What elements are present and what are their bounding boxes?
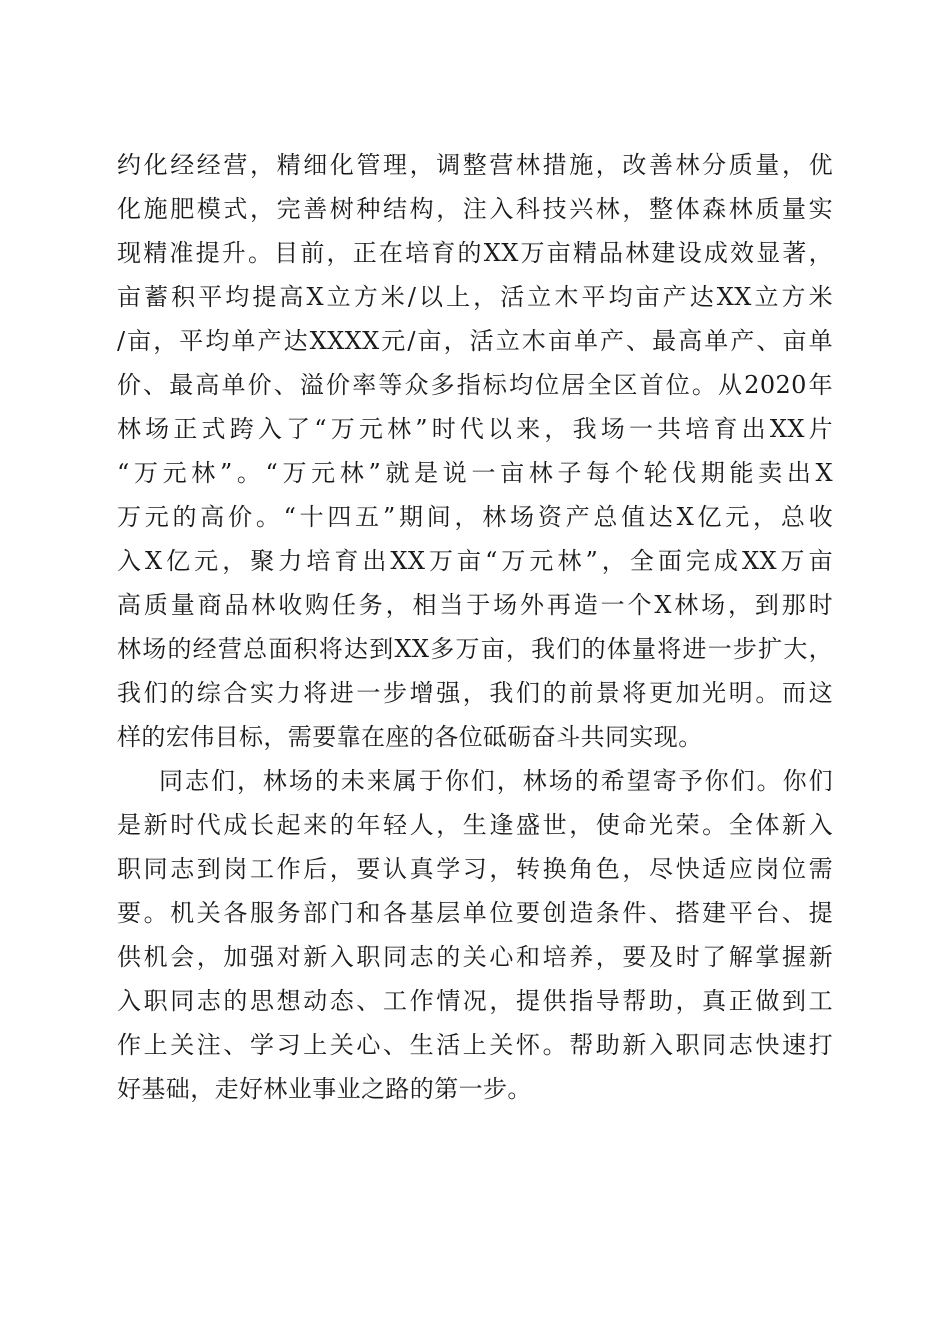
text-line: 是新时代成长起来的年轻人，生逢盛世，使命光荣。全体新入 bbox=[117, 811, 833, 839]
text-line: 作上关注、学习上关心、生活上关怀。帮助新入职同志快速打 bbox=[117, 1031, 833, 1059]
text-line: /亩，平均单产达XXXX元/亩，活立木亩单产、最高单产、亩单 bbox=[117, 327, 833, 355]
text-line: 样的宏伟目标，需要靠在座的各位砥砺奋斗共同实现。 bbox=[117, 723, 703, 751]
text-line: 入职同志的思想动态、工作情况，提供指导帮助，真正做到工 bbox=[117, 987, 833, 1015]
document-body bbox=[117, 143, 833, 1111]
text-line: 现精准提升。目前，正在培育的XX万亩精品林建设成效显著， bbox=[117, 239, 833, 267]
text-line: 要。机关各服务部门和各基层单位要创造条件、搭建平台、提 bbox=[117, 899, 833, 927]
text-line: 化施肥模式，完善树种结构，注入科技兴林，整体森林质量实 bbox=[117, 195, 833, 223]
text-line: “万元林”。“万元林”就是说一亩林子每个轮伐期能卖出X bbox=[117, 459, 833, 487]
text-line: 万元的高价。“十四五”期间，林场资产总值达X亿元，总收 bbox=[117, 503, 833, 531]
text-line: 职同志到岗工作后，要认真学习，转换角色，尽快适应岗位需 bbox=[117, 855, 833, 883]
paragraph-2 bbox=[117, 759, 833, 1111]
text-line: 林场正式跨入了“万元林”时代以来，我场一共培育出XX片 bbox=[117, 415, 833, 443]
text-line: 亩蓄积平均提高X立方米/以上，活立木平均亩产达XX立方米 bbox=[117, 283, 833, 311]
text-line: 供机会，加强对新入职同志的关心和培养，要及时了解掌握新 bbox=[117, 943, 833, 971]
text-line: 林场的经营总面积将达到XX多万亩，我们的体量将进一步扩大， bbox=[117, 635, 833, 663]
text-line: 好基础，走好林业事业之路的第一步。 bbox=[117, 1075, 532, 1103]
text-line: 入X亿元，聚力培育出XX万亩“万元林”，全面完成XX万亩 bbox=[117, 547, 833, 575]
text-line: 高质量商品林收购任务，相当于场外再造一个X林场，到那时 bbox=[117, 591, 833, 619]
text-line: 约化经经营，精细化管理，调整营林措施，改善林分质量，优 bbox=[117, 151, 833, 179]
text-line: 我们的综合实力将进一步增强，我们的前景将更加光明。而这 bbox=[117, 679, 833, 707]
text-line: 同志们，林场的未来属于你们，林场的希望寄予你们。你们 bbox=[159, 767, 833, 795]
paragraph-1 bbox=[117, 143, 833, 759]
text-line: 价、最高单价、溢价率等众多指标均位居全区首位。从2020年 bbox=[117, 371, 833, 399]
